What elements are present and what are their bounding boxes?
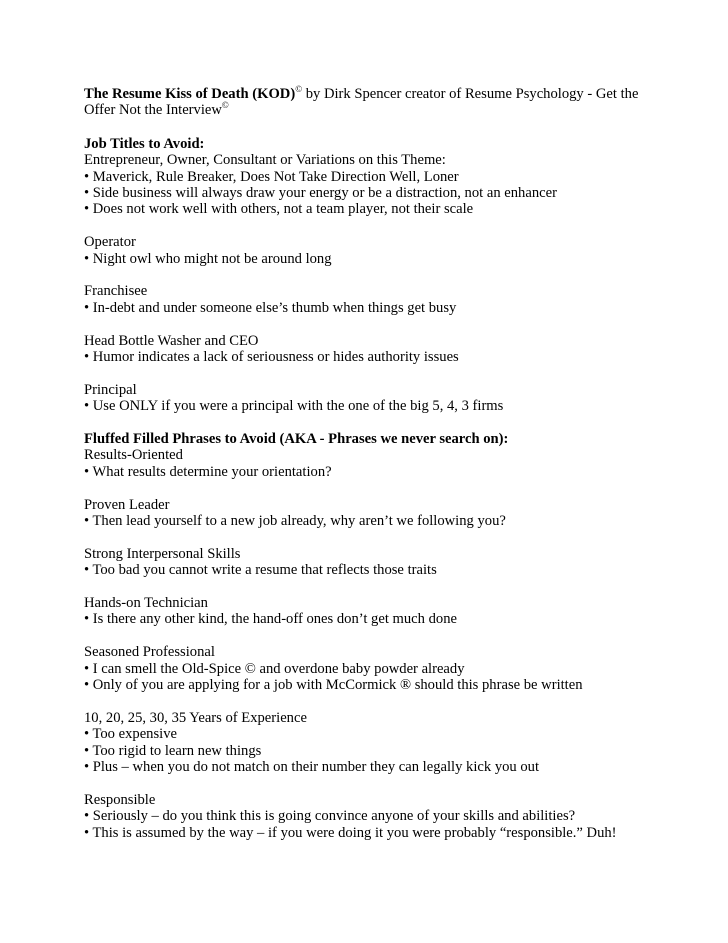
group-name: 10, 20, 25, 30, 35 Years of Experience bbox=[84, 709, 307, 726]
bullet-item: • Too bad you cannot write a resume that reflects those traits bbox=[84, 562, 437, 579]
job-titles-group-3 bbox=[84, 333, 684, 366]
phrases-group-6 bbox=[84, 792, 684, 841]
group-name: Principal bbox=[84, 381, 137, 398]
document-title bbox=[84, 86, 684, 119]
bullet-item: • Only of you are applying for a job with McCormick ® should this phrase be written bbox=[84, 677, 583, 694]
group-name: Responsible bbox=[84, 791, 156, 808]
phrases-group-2 bbox=[84, 546, 684, 579]
phrases-group-3 bbox=[84, 595, 684, 628]
title-copyright-mark: © bbox=[295, 84, 303, 95]
title-bold: The Resume Kiss of Death (KOD) bbox=[84, 86, 296, 102]
bullet-item: • Does not work well with others, not a team player, not their scale bbox=[84, 201, 474, 218]
bullet-item: • I can smell the Old-Spice © and overdone baby powder already bbox=[84, 660, 465, 677]
bullet-item: • This is assumed by the way – if you were doing it you were probably “responsible.” Duh! bbox=[84, 824, 617, 841]
bullet-item: • Side business will always draw your energy or be a distraction, not an enhancer bbox=[84, 185, 557, 202]
bullet-item: • Too rigid to learn new things bbox=[84, 742, 262, 759]
phrases-group-0 bbox=[84, 431, 684, 480]
bullet-item: • Humor indicates a lack of seriousness or hides authority issues bbox=[84, 349, 459, 366]
job-titles-group-4 bbox=[84, 382, 684, 415]
job-titles-group-1 bbox=[84, 234, 684, 267]
bullet-item: • What results determine your orientation? bbox=[84, 463, 332, 480]
group-name: Strong Interpersonal Skills bbox=[84, 545, 241, 562]
bullet-item: • Then lead yourself to a new job already, why aren’t we following you? bbox=[84, 513, 506, 530]
group-name: Proven Leader bbox=[84, 496, 170, 513]
bullet-item: • Is there any other kind, the hand-off ones don’t get much done bbox=[84, 611, 457, 628]
group-name: Entrepreneur, Owner, Consultant or Variations on this Theme: bbox=[84, 152, 446, 169]
title-line2: Offer Not the Interview bbox=[84, 102, 222, 119]
phrases-heading: Fluffed Filled Phrases to Avoid (AKA - Phrases we never search on): bbox=[84, 431, 509, 448]
job-titles-group-2 bbox=[84, 283, 684, 316]
bullet-item: • Maverick, Rule Breaker, Does Not Take Direction Well, Loner bbox=[84, 168, 459, 185]
group-name: Operator bbox=[84, 234, 136, 251]
document-page bbox=[84, 86, 684, 858]
bullet-item: • Too expensive bbox=[84, 726, 177, 743]
job-titles-heading: Job Titles to Avoid: bbox=[84, 135, 205, 152]
phrases-group-4 bbox=[84, 644, 684, 693]
group-name: Franchisee bbox=[84, 283, 148, 300]
title-rest-line1: by Dirk Spencer creator of Resume Psychology - Get the bbox=[302, 86, 639, 102]
group-name: Hands-on Technician bbox=[84, 595, 208, 612]
bullet-item: • Seriously – do you think this is going convince anyone of your skills and abilities? bbox=[84, 808, 576, 825]
bullet-item: • Use ONLY if you were a principal with the one of the big 5, 4, 3 firms bbox=[84, 398, 504, 415]
group-name: Results-Oriented bbox=[84, 447, 183, 464]
job-titles-group-0 bbox=[84, 136, 684, 218]
group-name: Head Bottle Washer and CEO bbox=[84, 332, 259, 349]
bullet-item: • In-debt and under someone else’s thumb when things get busy bbox=[84, 299, 457, 316]
bullet-item: • Plus – when you do not match on their number they can legally kick you out bbox=[84, 759, 540, 776]
bullet-item: • Night owl who might not be around long bbox=[84, 250, 332, 267]
group-name: Seasoned Professional bbox=[84, 644, 215, 661]
title-copyright-mark-2: © bbox=[221, 100, 229, 111]
phrases-group-5 bbox=[84, 710, 684, 776]
phrases-group-1 bbox=[84, 497, 684, 530]
